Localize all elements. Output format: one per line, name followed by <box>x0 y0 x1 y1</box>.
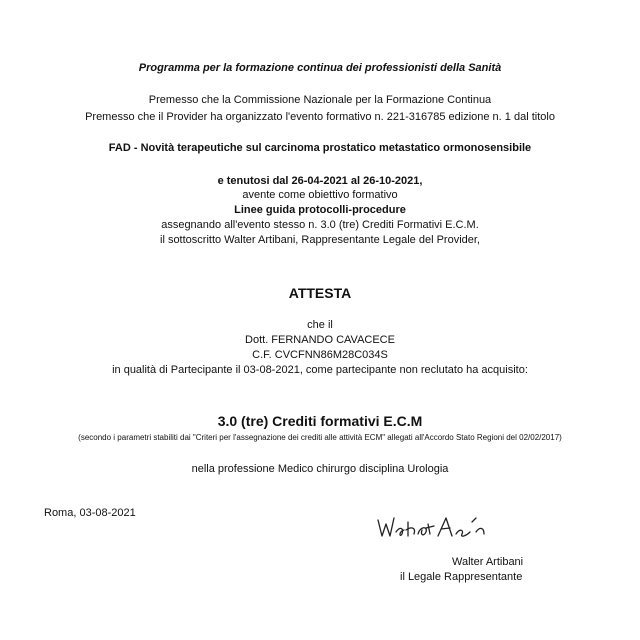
fiscal-code: C.F. CVCFNN86M28C034S <box>252 349 388 361</box>
handwritten-signature <box>372 510 512 542</box>
che-il-label: che il <box>307 319 333 331</box>
place-date: Roma, 03-08-2021 <box>44 507 136 519</box>
program-title: Programma per la formazione continua dei professionisti della Sanità <box>138 62 502 74</box>
credits-criteria-note: (secondo i parametri stabiliti dai "Criteri per l'assegnazione dei crediti alle attività ECM" allegati all'Accordo Stato Regioni del 02/02/2017) <box>78 433 562 442</box>
signer-role: il Legale Rappresentante <box>400 571 523 583</box>
objective-intro: avente come obiettivo formativo <box>242 189 398 201</box>
event-dates: e tenutosi dal 26-04-2021 al 26-10-2021, <box>217 175 423 187</box>
event-title: FAD - Novità terapeutiche sul carcinoma prostatico metastatico ormonosensibile <box>108 142 532 154</box>
role-statement: in qualità di Partecipante il 03-08-2021, come partecipante non reclutato ha acquisito: <box>112 364 528 376</box>
credits-headline: 3.0 (tre) Crediti formativi E.C.M <box>217 413 423 429</box>
credits-assigned: assegnando all'evento stesso n. 3.0 (tre) Crediti Formativi E.C.M. <box>161 219 479 231</box>
signatory-intro: il sottoscritto Walter Artibani, Rappresentante Legale del Provider, <box>160 234 480 246</box>
profession-statement: nella professione Medico chirurgo disciplina Urologia <box>191 463 449 475</box>
recipient-name: Dott. FERNANDO CAVACECE <box>245 334 395 346</box>
premessa-line-2: Premesso che il Provider ha organizzato l'evento formativo n. 221-316785 edizione n. 1 dal titolo <box>85 111 555 123</box>
signer-name: Walter Artibani <box>452 556 524 568</box>
premessa-line-1: Premesso che la Commissione Nazionale per la Formazione Continua <box>148 94 492 106</box>
attesta-heading: ATTESTA <box>288 285 352 301</box>
objective-text: Linee guida protocolli-procedure <box>234 204 406 216</box>
